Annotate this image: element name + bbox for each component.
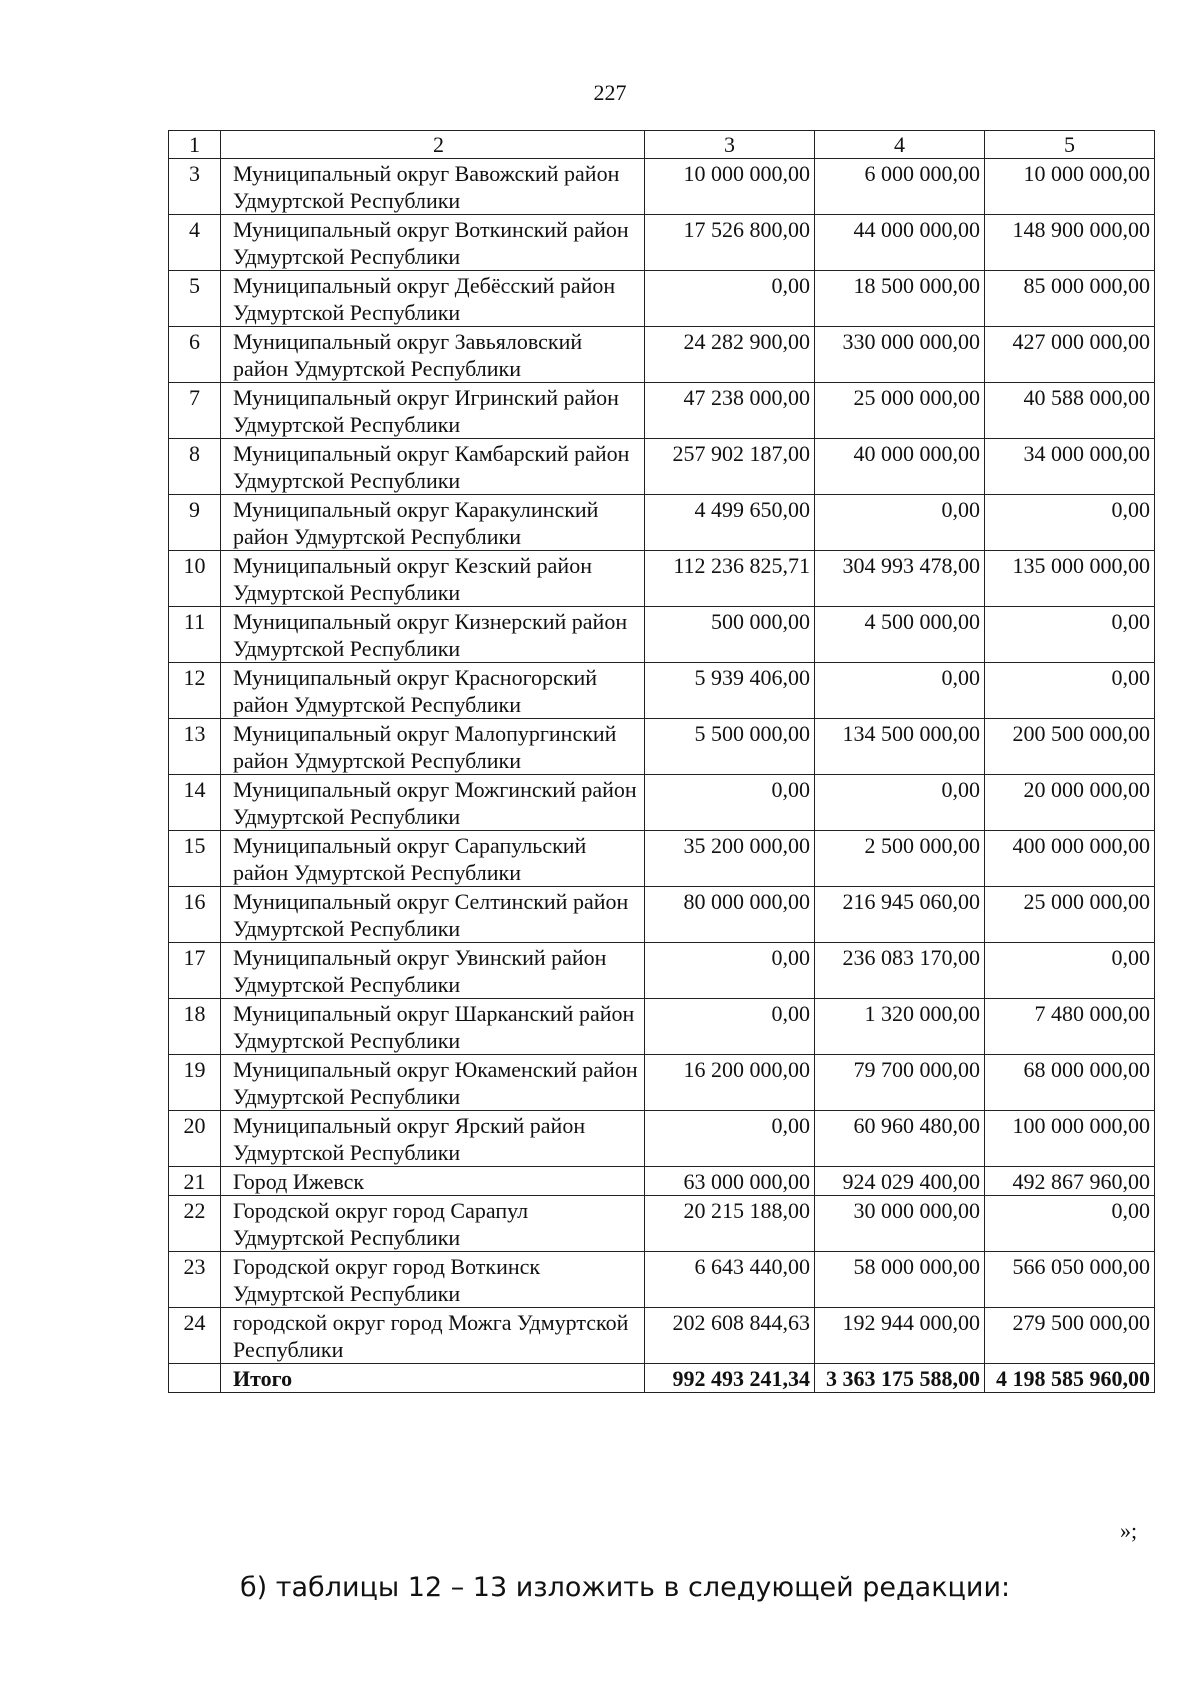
row-number: 18 [169,999,221,1055]
row-value-col-5: 135 000 000,00 [985,551,1155,607]
table-row [169,1167,1155,1196]
row-name: Муниципальный округ Сарапульский район Удмуртской Республики [221,831,645,887]
row-name: Муниципальный округ Ярский район Удмуртской Республики [221,1111,645,1167]
row-value-col-5: 0,00 [985,943,1155,999]
row-value-col-3: 80 000 000,00 [645,887,815,943]
row-name: Муниципальный округ Завьяловский район Удмуртской Республики [221,327,645,383]
row-value-col-3: 6 643 440,00 [645,1252,815,1308]
table-header-row [169,131,1155,159]
table-row [169,1111,1155,1167]
table-row [169,215,1155,271]
table-row [169,495,1155,551]
row-value-col-5: 0,00 [985,1196,1155,1252]
total-number [169,1364,221,1393]
row-value-col-5: 85 000 000,00 [985,271,1155,327]
header-col-5: 5 [985,131,1155,159]
table-row [169,831,1155,887]
row-number: 10 [169,551,221,607]
row-number: 17 [169,943,221,999]
table-row [169,719,1155,775]
row-value-col-4: 60 960 480,00 [815,1111,985,1167]
row-value-col-5: 566 050 000,00 [985,1252,1155,1308]
row-number: 13 [169,719,221,775]
row-value-col-4: 30 000 000,00 [815,1196,985,1252]
row-value-col-4: 18 500 000,00 [815,271,985,327]
row-name: Муниципальный округ Малопургинский район Удмуртской Республики [221,719,645,775]
header-col-2: 2 [221,131,645,159]
table-row [169,1252,1155,1308]
row-value-col-3: 0,00 [645,775,815,831]
row-value-col-3: 500 000,00 [645,607,815,663]
row-value-col-3: 47 238 000,00 [645,383,815,439]
row-value-col-4: 4 500 000,00 [815,607,985,663]
header-col-4: 4 [815,131,985,159]
footer-text: б) таблицы 12 – 13 изложить в следующей редакции: [240,1572,1011,1603]
row-value-col-5: 40 588 000,00 [985,383,1155,439]
row-number: 23 [169,1252,221,1308]
table-row [169,887,1155,943]
row-value-col-4: 2 500 000,00 [815,831,985,887]
row-value-col-3: 0,00 [645,1111,815,1167]
row-value-col-3: 257 902 187,00 [645,439,815,495]
table-row [169,1055,1155,1111]
row-name: Городской округ город Воткинск Удмуртской Республики [221,1252,645,1308]
row-name: Муниципальный округ Дебёсский район Удмуртской Республики [221,271,645,327]
row-number: 24 [169,1308,221,1364]
row-name: Муниципальный округ Каракулинский район Удмуртской Республики [221,495,645,551]
table-row [169,383,1155,439]
total-label: Итого [221,1364,645,1393]
row-value-col-4: 40 000 000,00 [815,439,985,495]
page-number-text: 227 [593,80,627,105]
row-name: Муниципальный округ Кизнерский район Удмуртской Республики [221,607,645,663]
row-name: Муниципальный округ Селтинский район Удмуртской Республики [221,887,645,943]
row-number: 7 [169,383,221,439]
row-number: 20 [169,1111,221,1167]
row-number: 15 [169,831,221,887]
row-value-col-5: 20 000 000,00 [985,775,1155,831]
row-value-col-3: 17 526 800,00 [645,215,815,271]
row-value-col-5: 0,00 [985,663,1155,719]
row-name: Муниципальный округ Шарканский район Удмуртской Республики [221,999,645,1055]
row-value-col-4: 330 000 000,00 [815,327,985,383]
header-col-3: 3 [645,131,815,159]
row-value-col-4: 6 000 000,00 [815,159,985,215]
row-value-col-4: 236 083 170,00 [815,943,985,999]
row-name: Городской округ город Сарапул Удмуртской Республики [221,1196,645,1252]
row-value-col-5: 279 500 000,00 [985,1308,1155,1364]
row-value-col-5: 34 000 000,00 [985,439,1155,495]
row-value-col-3: 5 939 406,00 [645,663,815,719]
row-number: 16 [169,887,221,943]
quote-end: »; [1120,1518,1138,1543]
row-name: Муниципальный округ Кезский район Удмуртской Республики [221,551,645,607]
row-value-col-3: 20 215 188,00 [645,1196,815,1252]
row-number: 5 [169,271,221,327]
total-col-3: 992 493 241,34 [645,1364,815,1393]
row-value-col-4: 44 000 000,00 [815,215,985,271]
row-name: Муниципальный округ Игринский район Удмуртской Республики [221,383,645,439]
row-value-col-3: 0,00 [645,943,815,999]
table-row [169,663,1155,719]
table-row [169,999,1155,1055]
row-value-col-5: 0,00 [985,607,1155,663]
row-name: Муниципальный округ Можгинский район Удмуртской Республики [221,775,645,831]
row-number: 3 [169,159,221,215]
row-value-col-4: 304 993 478,00 [815,551,985,607]
row-number: 21 [169,1167,221,1196]
table-row [169,551,1155,607]
row-value-col-4: 0,00 [815,775,985,831]
row-value-col-4: 0,00 [815,495,985,551]
row-name: Муниципальный округ Красногорский район Удмуртской Республики [221,663,645,719]
row-value-col-3: 24 282 900,00 [645,327,815,383]
row-value-col-3: 4 499 650,00 [645,495,815,551]
header-col-1: 1 [169,131,221,159]
row-value-col-4: 924 029 400,00 [815,1167,985,1196]
row-value-col-5: 68 000 000,00 [985,1055,1155,1111]
row-value-col-5: 7 480 000,00 [985,999,1155,1055]
row-name: Муниципальный округ Камбарский район Удмуртской Республики [221,439,645,495]
table-row [169,775,1155,831]
row-number: 8 [169,439,221,495]
row-name: Муниципальный округ Вавожский район Удмуртской Республики [221,159,645,215]
row-value-col-4: 79 700 000,00 [815,1055,985,1111]
row-value-col-4: 216 945 060,00 [815,887,985,943]
total-col-5: 4 198 585 960,00 [985,1364,1155,1393]
row-number: 22 [169,1196,221,1252]
row-name: городской округ город Можга Удмуртской Республики [221,1308,645,1364]
row-value-col-4: 0,00 [815,663,985,719]
total-col-4: 3 363 175 588,00 [815,1364,985,1393]
row-value-col-3: 63 000 000,00 [645,1167,815,1196]
row-value-col-3: 112 236 825,71 [645,551,815,607]
table-row [169,607,1155,663]
row-value-col-3: 0,00 [645,999,815,1055]
budget-table [168,130,1155,1393]
table-row [169,943,1155,999]
row-value-col-5: 10 000 000,00 [985,159,1155,215]
row-name: Муниципальный округ Воткинский район Удмуртской Республики [221,215,645,271]
row-value-col-4: 192 944 000,00 [815,1308,985,1364]
table-row [169,439,1155,495]
row-value-col-3: 35 200 000,00 [645,831,815,887]
row-value-col-4: 1 320 000,00 [815,999,985,1055]
row-number: 9 [169,495,221,551]
table-total-row [169,1364,1155,1393]
row-number: 12 [169,663,221,719]
row-value-col-5: 100 000 000,00 [985,1111,1155,1167]
row-number: 4 [169,215,221,271]
table-row [169,1196,1155,1252]
row-value-col-3: 5 500 000,00 [645,719,815,775]
table-row [169,159,1155,215]
row-name: Муниципальный округ Увинский район Удмуртской Республики [221,943,645,999]
table-row [169,1308,1155,1364]
page-number [0,80,1200,106]
row-value-col-4: 25 000 000,00 [815,383,985,439]
row-number: 14 [169,775,221,831]
table-row [169,271,1155,327]
row-name: Муниципальный округ Юкаменский район Удмуртской Республики [221,1055,645,1111]
row-number: 19 [169,1055,221,1111]
row-value-col-3: 10 000 000,00 [645,159,815,215]
row-value-col-5: 200 500 000,00 [985,719,1155,775]
row-value-col-3: 202 608 844,63 [645,1308,815,1364]
row-value-col-3: 16 200 000,00 [645,1055,815,1111]
row-value-col-3: 0,00 [645,271,815,327]
row-value-col-4: 58 000 000,00 [815,1252,985,1308]
row-value-col-5: 25 000 000,00 [985,887,1155,943]
row-value-col-5: 0,00 [985,495,1155,551]
row-value-col-5: 427 000 000,00 [985,327,1155,383]
row-number: 11 [169,607,221,663]
row-value-col-5: 148 900 000,00 [985,215,1155,271]
row-value-col-4: 134 500 000,00 [815,719,985,775]
row-name: Город Ижевск [221,1167,645,1196]
row-value-col-5: 400 000 000,00 [985,831,1155,887]
table-row [169,327,1155,383]
row-number: 6 [169,327,221,383]
row-value-col-5: 492 867 960,00 [985,1167,1155,1196]
